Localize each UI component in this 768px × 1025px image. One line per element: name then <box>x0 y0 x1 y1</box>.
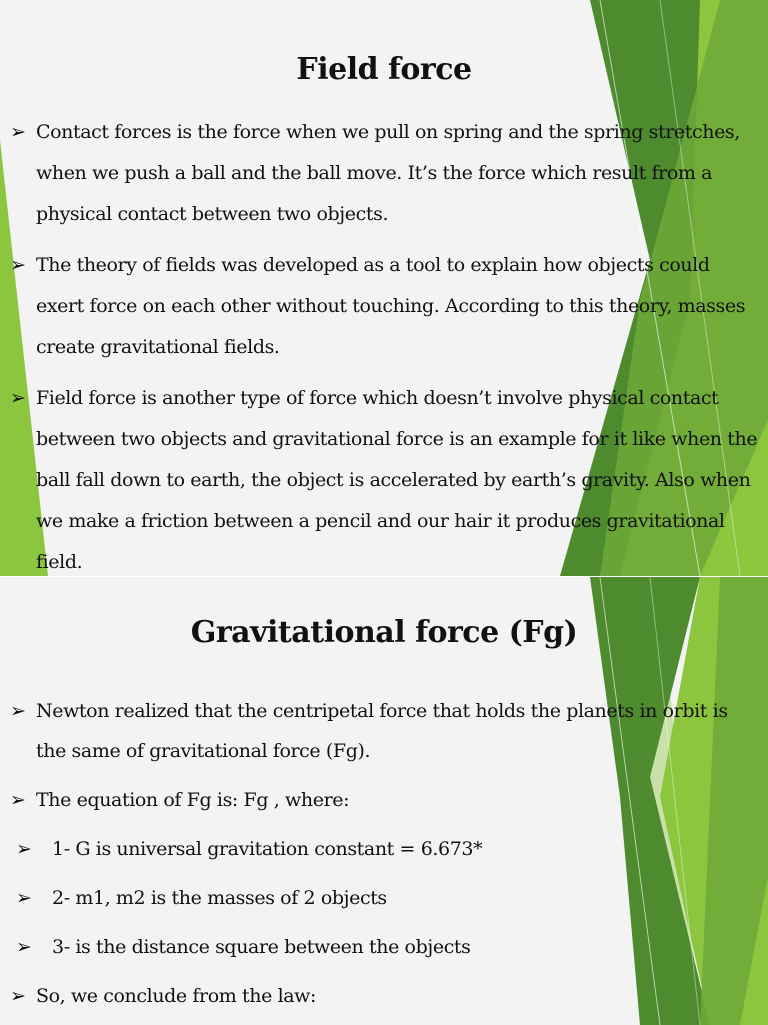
bullet-item <box>10 378 758 576</box>
bullet-text: 2- m1, m2 is the masses of 2 objects <box>52 887 387 909</box>
arrow-bullet-icon: ➢ <box>10 789 26 811</box>
bullet-item <box>10 245 758 368</box>
arrow-bullet-icon: ➢ <box>10 387 26 409</box>
arrow-bullet-icon: ➢ <box>10 254 26 276</box>
arrow-bullet-icon: ➢ <box>10 121 26 143</box>
bullet-item <box>10 691 758 771</box>
bullet-text: Field force is another type of force which doesn’t involve physical contact between two objects and gravitational force is an example for it like when the ball fall down to earth, the object is accelerated by earth’s gravity. Also when we make a friction between a pencil and our hair it produces gravitational field. <box>36 387 758 573</box>
bullet-text: 1- G is universal gravitation constant = 6.673* <box>52 838 483 860</box>
arrow-bullet-icon: ➢ <box>16 838 32 860</box>
arrow-bullet-icon: ➢ <box>16 887 32 909</box>
bullet-item <box>10 780 758 820</box>
slide-gravitational-force <box>0 576 768 1025</box>
bullet-text: So, we conclude from the law: <box>36 985 317 1007</box>
bullet-text: The equation of Fg is: Fg , where: <box>36 789 350 811</box>
arrow-bullet-icon: ➢ <box>10 985 26 1007</box>
bullet-item <box>10 976 758 1016</box>
arrow-bullet-icon: ➢ <box>16 936 32 958</box>
bullet-item <box>10 112 758 235</box>
slide-title: Gravitational force (Fg) <box>190 615 578 650</box>
sub-bullet-item <box>10 829 758 869</box>
bullet-list <box>10 112 758 576</box>
slide-title: Field force <box>296 52 472 87</box>
bullet-text: Contact forces is the force when we pull on spring and the spring stretches, when we push a ball and the ball move. It’s the force which result from a physical contact between two objects. <box>36 121 740 225</box>
bullet-text: 3- is the distance square between the objects <box>52 936 471 958</box>
bullet-text: Newton realized that the centripetal force that holds the planets in orbit is the same of gravitational force (Fg). <box>36 700 728 762</box>
bullet-text: The theory of fields was developed as a tool to explain how objects could exert force on each other without touching. According to this theory, masses create gravitational fields. <box>36 254 746 358</box>
arrow-bullet-icon: ➢ <box>10 700 26 722</box>
sub-bullet-item <box>10 927 758 967</box>
sub-bullet-item <box>10 878 758 918</box>
bullet-list <box>10 691 758 1025</box>
